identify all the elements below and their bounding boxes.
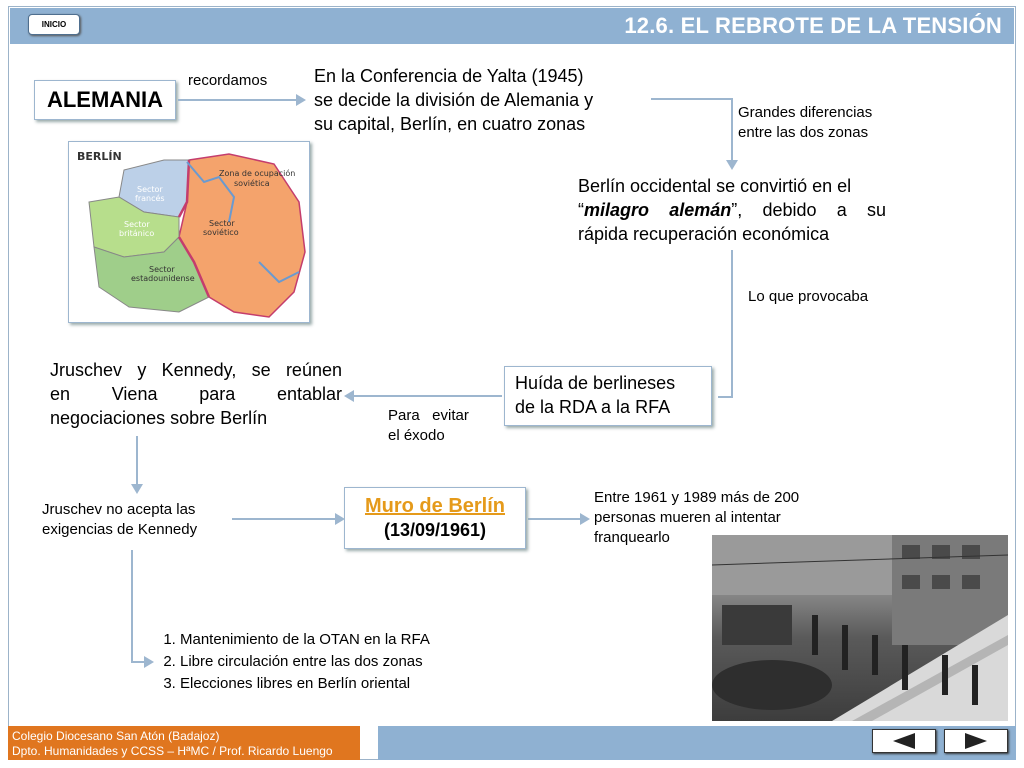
viena-line: en Viena para entablar [50,384,342,404]
page-title: 12.6. EL REBROTE DE LA TENSIÓN [624,13,1002,38]
yalta-line: En la Conferencia de Yalta (1945) [314,66,584,86]
quote-mark: “ [578,200,584,220]
map-label: Sector [149,265,175,274]
diferencias-line: entre las dos zonas [738,124,869,141]
map-label: Zona de ocupación [219,169,296,178]
huida-line: de la RDA a la RFA [515,397,671,417]
muro-box [344,487,526,549]
muertes-line: personas mueren al intentar [594,509,781,526]
map-label: soviética [234,179,270,188]
no-acepta-line: Jruschev no acepta las [42,501,196,518]
prev-arrow-icon [873,730,935,752]
diferencias-label [738,103,872,143]
yalta-line: su capital, Berlín, en cuatro zonas [314,114,586,134]
viena-line: Jruschev y Kennedy, se reúnen [50,360,342,380]
map-label: británico [119,229,155,238]
muertes-line: franquearlo [594,529,670,546]
milagro-text [578,174,886,246]
yalta-line: se decide la división de Alemania y [314,90,594,110]
map-label: francés [135,194,165,203]
provocaba-label: Lo que provocaba [748,288,869,305]
huida-line: Huída de berlineses [515,373,676,393]
milagro-line [578,198,886,222]
map-label: soviético [203,228,239,237]
muro-title: Muro de Berlín [364,495,505,517]
muro-date: (13/09/1961) [383,520,487,540]
list-item: 2. Libre circulación entre las dos zonas [180,651,430,673]
milagro-line: Berlín occidental se convirtió en el [578,176,852,196]
map-label: Sector [209,219,235,228]
alemania-label: ALEMANIA [46,87,164,112]
diferencias-line: Grandes diferencias [738,104,873,121]
no-acepta-line: exigencias de Kennedy [42,521,198,538]
map-title: BERLÍN [77,150,122,163]
exigencias-list [150,629,430,695]
map-label: Sector [137,185,163,194]
map-label: estadounidense [131,274,195,283]
list-item: 1. Mantenimiento de la OTAN en la RFA [180,629,430,651]
para-evitar-line: el éxodo [388,427,445,444]
map-label: Sector [124,220,150,229]
huida-box [504,366,712,426]
milagro-rest: ”, debido a su [731,200,886,220]
no-acepta-text [42,500,197,540]
berlin-wall-photo [712,535,1008,721]
viena-text [50,358,342,430]
next-button[interactable] [944,729,1008,753]
recordamos-label: recordamos [188,72,268,89]
footer-text [12,729,333,759]
para-evitar-line: Para evitar [388,407,469,424]
list-item: 3. Elecciones libres en Berlín oriental [180,673,430,695]
milagro-line: rápida recuperación económica [578,224,830,244]
muertes-line: Entre 1961 y 1989 más de 200 [594,489,800,506]
footer-line: Dpto. Humanidades y CCSS – HªMC / Prof. Ricardo Luengo [12,744,333,758]
next-arrow-icon [945,730,1007,752]
footer-line: Colegio Diocesano San Atón (Badajoz) [12,729,220,743]
previous-button[interactable] [872,729,936,753]
inicio-button[interactable]: INICIO [28,14,80,35]
milagro-emphasis: milagro alemán [584,200,732,220]
yalta-text [314,64,593,136]
viena-line: negociaciones sobre Berlín [50,408,268,428]
berlin-map [68,141,310,323]
para-evitar-label [388,406,469,446]
